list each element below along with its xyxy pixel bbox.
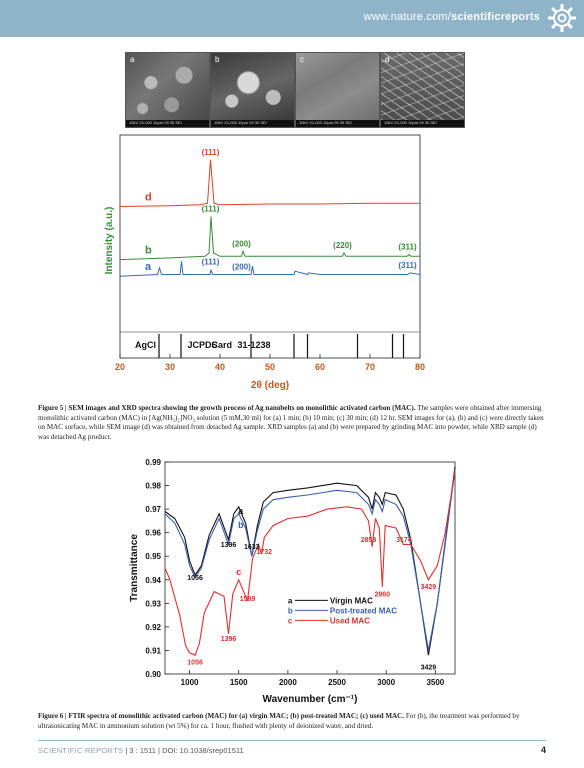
peak-annotation: 2960 bbox=[374, 591, 391, 599]
page-footer bbox=[38, 746, 546, 755]
peak-annotation: 3429 bbox=[420, 584, 437, 592]
journal-header-bar bbox=[0, 0, 584, 37]
sem-scale-text: 10kV X1,000 10μm 09 30 SEI bbox=[214, 120, 267, 125]
x-tick-label: 70 bbox=[364, 362, 376, 372]
peak-annotation: 1056 bbox=[187, 659, 203, 667]
curve-label: c bbox=[236, 567, 242, 578]
x-tick-label: 1500 bbox=[229, 678, 248, 687]
sem-scale-bar bbox=[381, 120, 464, 127]
xrd-series-a-label: a bbox=[145, 261, 152, 274]
footer-journal: SCIENTIFIC REPORTS bbox=[38, 746, 124, 755]
legend-letter: c bbox=[287, 616, 293, 626]
sem-scale-bar bbox=[211, 120, 294, 127]
x-tick-label: 30 bbox=[164, 362, 176, 372]
figure6-title: Figure 6 | FTIR spectra of monolithic activated carbon (MAC) for (a) virgin MAC; (b) post-treated MAC; (c) used MAC. bbox=[38, 712, 405, 720]
sem-scale-text: 10kV X1,000 10μm 09 30 SEI bbox=[384, 120, 437, 125]
x-tick-label: 20 bbox=[114, 362, 126, 372]
plot-frame bbox=[165, 462, 455, 674]
peak-label: (200) bbox=[232, 239, 251, 249]
sem-panel-label: a bbox=[130, 55, 135, 64]
figure6-body: For (b), the treatment was performed by ultrasonicating MAC in ammonium solution (wt 5%) for ca. 1 hour, flushed with plenty of deionized water, and dried. bbox=[38, 712, 520, 730]
peak-annotation: 1589 bbox=[239, 595, 256, 603]
sem-image-d bbox=[380, 52, 465, 128]
figure5-body: The samples were obtained after immersing monolithic activated carbon (MAC) in [Ag(NH₃)₂]NO₃ solution (5 mM,30 ml) for (a) 1 min; (b) 10 min; (c) 30 min; (d) 12 hr. SEM images for (a), (b) and (c) were directly taken on MAC surface, while SEM image (d) was obtained from detached Ag sample. XRD samples (a) and (b) were prepared by grinding MAC into powder, while XRD sample (d) was detached Ag product. bbox=[38, 404, 544, 441]
legend-name: Post-treated MAC bbox=[329, 606, 398, 616]
peak-label: (200) bbox=[232, 262, 251, 272]
peak-label: (111) bbox=[201, 204, 220, 214]
sem-image-a bbox=[125, 52, 210, 128]
xrd-series-d-label: d bbox=[145, 191, 152, 204]
sem-image-c bbox=[295, 52, 380, 128]
y-axis-label: Intensity (a.u.) bbox=[104, 206, 115, 275]
figure5-caption bbox=[38, 404, 546, 442]
y-tick-label: 0.90 bbox=[145, 670, 161, 679]
peak-annotation: 1396 bbox=[220, 636, 237, 644]
peak-label: (311) bbox=[398, 260, 417, 270]
url-bold: scientificreports bbox=[451, 11, 540, 23]
x-tick-label: 50 bbox=[264, 362, 276, 372]
y-tick-label: 0.91 bbox=[145, 646, 161, 656]
xrd-series-b-label: b bbox=[145, 244, 152, 257]
y-axis-label: Transmittance bbox=[129, 534, 140, 602]
peak-label: (311) bbox=[398, 242, 417, 252]
figure5-title: Figure 5 | SEM images and XRD spectra showing the growth process of Ag nanobelts on monolithic activated carbon (MAC). bbox=[38, 404, 416, 412]
curve-label: b bbox=[237, 519, 244, 530]
x-tick-label: 2500 bbox=[328, 678, 346, 687]
ftir-chart bbox=[120, 452, 470, 710]
sem-scale-text: 10kV X1,000 10μm 09 30 SEI bbox=[129, 120, 182, 125]
sem-panel-label: b bbox=[215, 55, 220, 64]
peak-label: (111) bbox=[201, 148, 220, 157]
xrd-series-a-line bbox=[120, 261, 420, 276]
sem-scale-bar bbox=[126, 120, 209, 127]
page-number: 4 bbox=[540, 745, 546, 755]
y-tick-label: 0.97 bbox=[145, 505, 161, 515]
xrd-series-b-line bbox=[120, 216, 420, 259]
sem-image-b bbox=[210, 52, 295, 128]
peak-annotation: 3174 bbox=[396, 537, 412, 545]
x-tick-label: 1000 bbox=[180, 678, 199, 687]
reference-strip-label: Card bbox=[211, 340, 233, 350]
y-tick-label: 0.98 bbox=[145, 481, 161, 491]
journal-url[interactable] bbox=[364, 11, 540, 23]
x-tick-label: 3500 bbox=[426, 678, 445, 687]
y-tick-label: 0.99 bbox=[145, 458, 161, 467]
y-tick-label: 0.93 bbox=[145, 599, 161, 609]
x-tick-label: 80 bbox=[414, 362, 426, 372]
legend-letter: a bbox=[287, 596, 293, 606]
plot-frame bbox=[120, 135, 420, 358]
xrd-chart bbox=[104, 130, 440, 398]
footer-citation: | 3 : 1511 | DOI: 10.1038/srep01511 bbox=[123, 746, 244, 755]
peak-annotation: 1396 bbox=[220, 541, 237, 549]
sem-panel-label: d bbox=[385, 55, 390, 64]
reference-strip-label: 31-1238 bbox=[237, 340, 271, 350]
sem-scale-bar bbox=[296, 120, 379, 127]
peak-annotation: 1732 bbox=[256, 548, 273, 556]
y-tick-label: 0.96 bbox=[145, 528, 161, 538]
peak-label: (111) bbox=[201, 257, 220, 267]
xrd-series-d-line bbox=[120, 160, 420, 207]
curve-label: a bbox=[238, 505, 244, 516]
footer-divider bbox=[38, 740, 546, 741]
peak-annotation: 2858 bbox=[360, 537, 377, 545]
legend-name: Used MAC bbox=[329, 616, 370, 626]
legend-letter: b bbox=[287, 606, 293, 616]
ftir-series-b-line bbox=[165, 469, 455, 650]
y-tick-label: 0.92 bbox=[145, 622, 161, 632]
x-axis-label: 2θ (deg) bbox=[250, 380, 290, 391]
reference-strip-label: AgCl bbox=[135, 340, 156, 350]
x-tick-label: 3000 bbox=[377, 678, 396, 687]
x-axis-label: Wavenumber (cm⁻¹) bbox=[262, 694, 358, 705]
y-tick-label: 0.94 bbox=[145, 575, 161, 585]
figure6-caption bbox=[38, 712, 546, 731]
peak-annotation: 1056 bbox=[187, 574, 203, 582]
peak-annotation: 3429 bbox=[420, 664, 437, 672]
sem-scale-text: 10kV X1,000 10μm 09 30 SEI bbox=[299, 120, 352, 125]
peak-annotation: 1633 bbox=[244, 544, 260, 552]
peak-label: (220) bbox=[333, 240, 352, 250]
y-tick-label: 0.95 bbox=[145, 552, 161, 562]
x-tick-label: 2000 bbox=[278, 678, 297, 687]
reference-strip-label: JCPDS bbox=[187, 340, 218, 350]
x-tick-label: 60 bbox=[314, 362, 326, 372]
x-tick-label: 40 bbox=[214, 362, 226, 372]
sem-panel-label: c bbox=[300, 55, 304, 64]
ftir-series-c-line bbox=[165, 471, 455, 655]
journal-gear-logo-icon bbox=[546, 2, 578, 34]
legend-name: Virgin MAC bbox=[329, 596, 373, 606]
url-prefix: www.nature.com/ bbox=[363, 11, 452, 23]
